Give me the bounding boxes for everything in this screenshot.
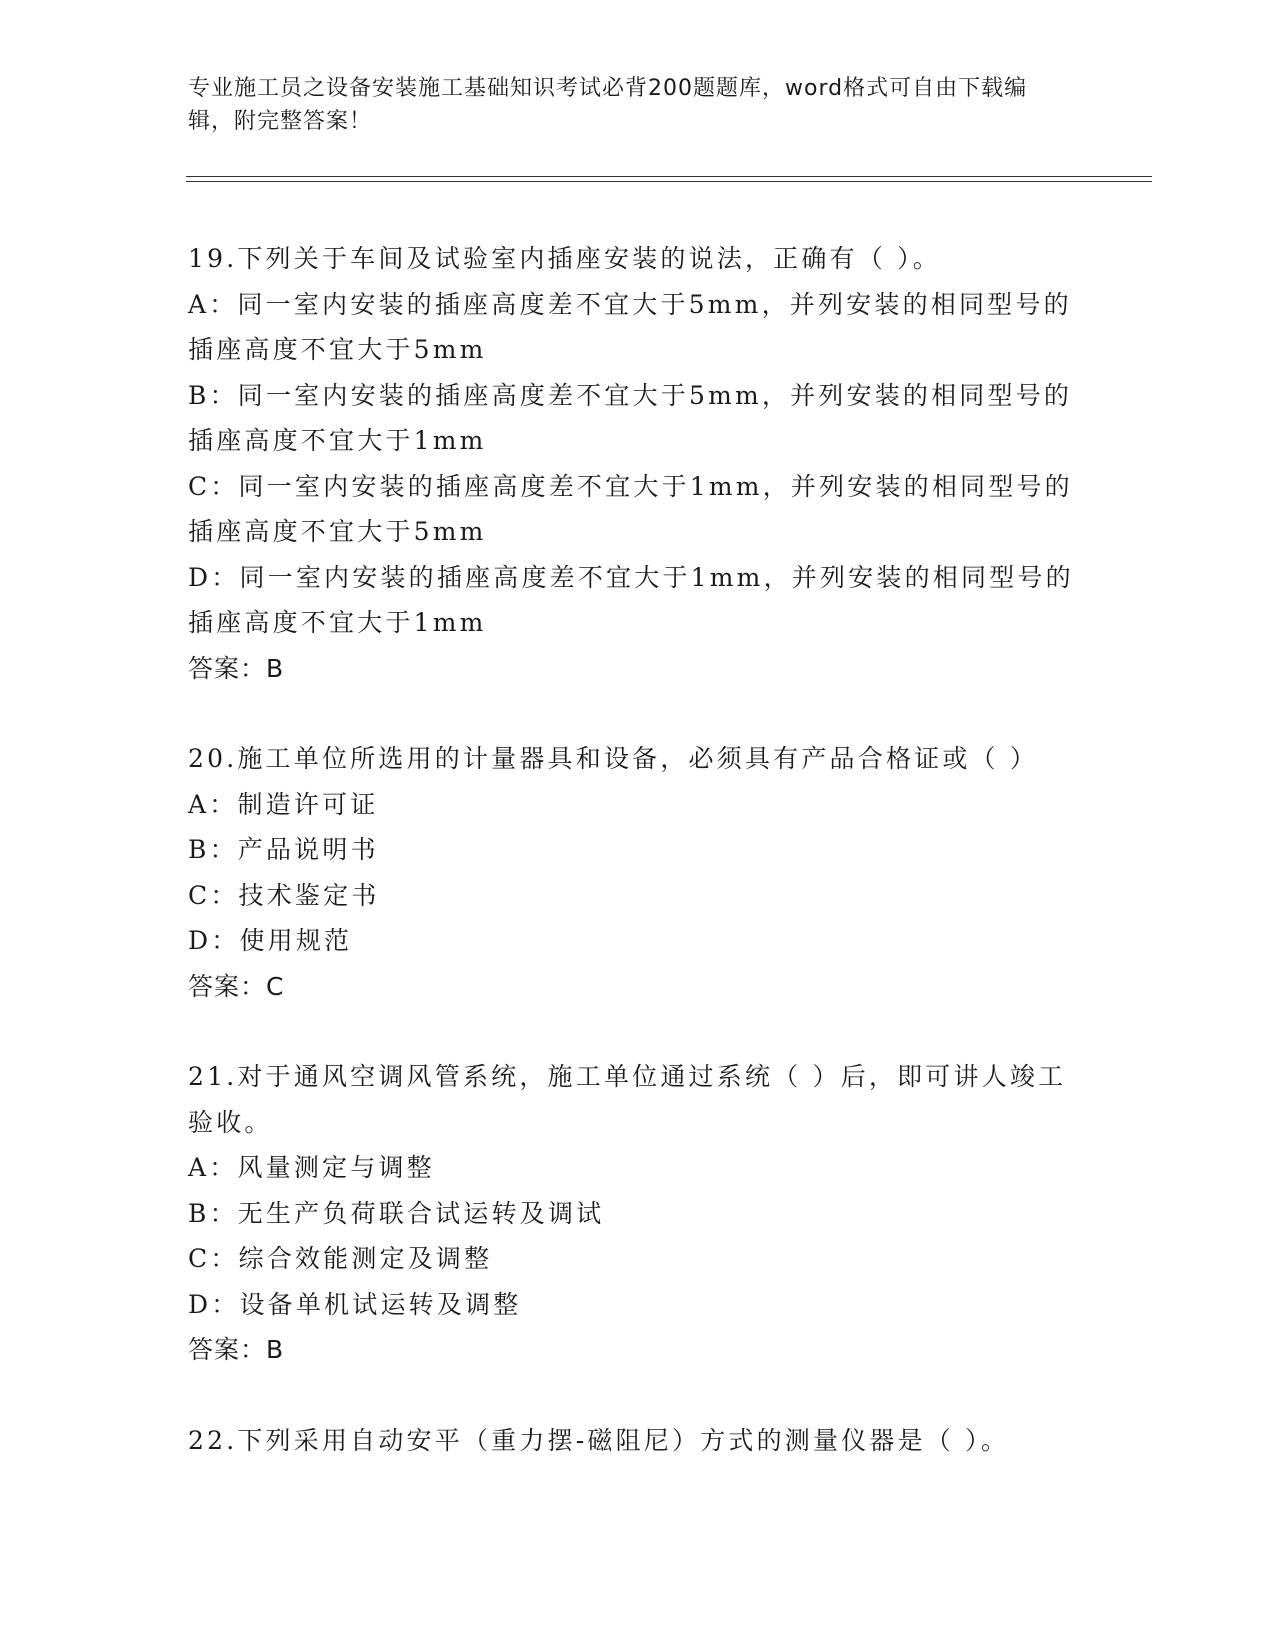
option-d: D：设备单机试运转及调整 [188, 1289, 522, 1319]
question-21 [188, 1054, 1078, 1373]
document-header: 专业施工员之设备安装施工基础知识考试必背200题题库，word格式可自由下载编辑，附完整答案！ [188, 76, 1028, 134]
option-a: A：风量测定与调整 [188, 1153, 435, 1182]
question-text: 19.下列关于车间及试验室内插座安装的说法，正确有（ ）。 [188, 244, 942, 273]
option-a: A：制造许可证 [188, 789, 379, 819]
option-b: B：同一室内安装的插座高度差不宜大于5mm，并列安装的相同型号的插座高度不宜大于1mm [188, 380, 1073, 455]
option-b: B：无生产负荷联合试运转及调试 [188, 1198, 605, 1228]
answer-label: 答案：B [188, 1335, 285, 1364]
question-20 [188, 736, 1078, 1009]
question-text: 21.对于通风空调风管系统，施工单位通过系统（ ）后，即可讲人竣工验收。 [188, 1062, 1067, 1137]
option-c: C：技术鉴定书 [188, 880, 380, 910]
option-a: A：同一室内安装的插座高度差不宜大于5mm，并列安装的相同型号的插座高度不宜大于5mm [188, 289, 1072, 364]
answer-label: 答案：B [188, 653, 285, 683]
question-19 [188, 236, 1078, 691]
option-c: C：同一室内安装的插座高度差不宜大于1mm，并列安装的相同型号的插座高度不宜大于5mm [188, 471, 1073, 546]
option-d: D：同一室内安装的插座高度差不宜大于1mm，并列安装的相同型号的插座高度不宜大于1mm [188, 562, 1074, 637]
answer-label: 答案：C [188, 971, 285, 1001]
question-22 [188, 1418, 1078, 1464]
question-text: 22.下列采用自动安平（重力摆-磁阻尼）方式的测量仪器是（ ）。 [188, 1425, 1010, 1455]
question-text: 20.施工单位所选用的计量器具和设备，必须具有产品合格证或（ ） [188, 744, 1039, 773]
option-b: B：产品说明书 [188, 835, 379, 864]
question-list [188, 236, 1078, 1508]
option-d: D：使用规范 [188, 926, 353, 955]
header-divider-bottom [186, 181, 1152, 182]
option-c: C：综合效能测定及调整 [188, 1244, 493, 1273]
header-divider-top [186, 176, 1152, 177]
